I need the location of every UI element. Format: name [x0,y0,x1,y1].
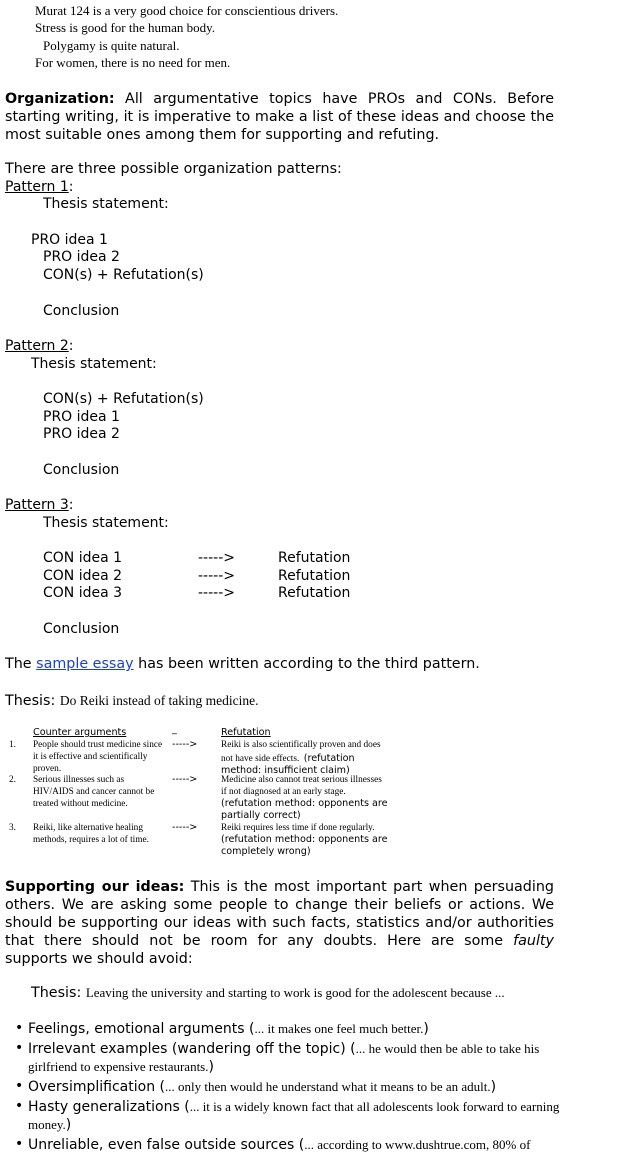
thesis2-text: Leaving the university and starting to work is good for the adolescent because ... [85,985,505,1000]
table-row-3-counter: Reiki, like alternative healing methods, requires a lot of time. [33,823,149,845]
list-item: • Irrelevant examples (wandering off the topic) (... he would then be able to take his girlfriend to expensive restaurants.) [15,1040,540,1075]
pattern3-arrow-2: -----> [198,568,235,584]
pattern2-thesis: Thesis statement: [31,356,157,372]
supporting-heading: Supporting our ideas: [5,879,185,895]
pattern3-refutation-2: Refutation [278,568,351,584]
thesis2-line [31,985,505,1001]
table-row-3-refutation: Reiki requires less time if done regularly. (refutation method: opponents are completely wrong) [221,823,388,857]
counter-arguments-header: Counter arguments [33,727,127,738]
supporting-paragraph: Supporting our ideas: This is the most important part when persuading others. We are asking some people to change their beliefs or actions. We should be supporting our ideas with such facts, statistics and/or authorities that there should not be room for any doubts. Here are some faulty supports we should avoid: [5,879,554,967]
pattern3-title: Pattern 3: [5,497,74,513]
pattern1-title: Pattern 1: [5,179,74,195]
table-row-2-arrow: -----> [172,774,198,785]
pattern2-item-2: PRO idea 1 [43,409,120,425]
pattern3-arrow-1: -----> [198,550,235,566]
pattern3-arrow-3: -----> [198,585,235,601]
table-row-1-refutation: Reiki is also scientifically proven and does not have side effects. (refutation method: insufficient claim) [221,740,381,776]
pattern3-conclusion: Conclusion [43,621,120,637]
table-row-1-num: 1. [9,740,16,750]
pattern2-conclusion: Conclusion [43,462,120,478]
list-item: • Hasty generalizations (... it is a widely known fact that all adolescents look forward to earning money.) [15,1098,560,1133]
pattern1-conclusion: Conclusion [43,303,120,319]
pattern3-refutation-3: Refutation [278,585,351,601]
intro-example-3: Polygamy is quite natural. [43,38,180,53]
list-item: • Feelings, emotional arguments (... it makes one feel much better.) [15,1020,429,1037]
intro-example-4: For women, there is no need for men. [35,55,231,70]
table-row-1-counter: People should trust medicine since it is effective and scientifically proven. [33,740,163,774]
patterns-intro: There are three possible organization patterns: [5,161,342,177]
pattern3-thesis: Thesis statement: [43,515,169,531]
pattern1-thesis: Thesis statement: [43,196,169,212]
organization-heading: Organization: [5,91,115,107]
refutation-header: Refutation [221,727,271,738]
pattern1-item-2: PRO idea 2 [43,249,120,265]
dash-header: _ [172,724,177,735]
sample-essay-line: The sample essay has been written according to the third pattern. [5,656,480,672]
intro-example-2: Stress is good for the human body. [35,20,216,35]
pattern2-title: Pattern 2: [5,338,74,354]
table-row-3-num: 3. [9,823,16,833]
table-row-2-counter: Serious illnesses such as HIV/AIDS and cancer cannot be treated without medicine. [33,775,155,809]
organization-paragraph [5,90,554,144]
organization-text: All argumentative topics have PROs and CONs. Before starting writing, it is imperative to make a list of these ideas and choose the most suitable ones among them for supporting and refuting. [5,91,555,143]
intro-example-1: Murat 124 is a very good choice for conscientious drivers. [35,3,339,18]
pattern1-item-3: CON(s) + Refutation(s) [43,267,204,283]
pattern2-item-1: CON(s) + Refutation(s) [43,391,204,407]
pattern2-item-3: PRO idea 2 [43,426,120,442]
pattern3-con-1: CON idea 1 [43,550,123,566]
pattern3-con-3: CON idea 3 [43,585,123,601]
faulty-word: faulty [513,933,554,949]
pattern3-con-2: CON idea 2 [43,568,123,584]
table-row-3-arrow: -----> [172,822,198,833]
list-item: • Oversimplification (... only then would he understand what it means to be an adult.) [15,1078,497,1095]
thesis2-label: Thesis: [31,985,86,1001]
table-row-1-arrow: -----> [172,739,198,750]
pattern1-item-1: PRO idea 1 [31,232,108,248]
sample-essay-link[interactable]: sample essay [36,656,134,672]
table-row-2-refutation: Medicine also cannot treat serious illnesses if not diagnosed at an early stage. (refutation method: opponents are partially correct) [221,775,388,821]
list-item: • Unreliable, even false outside sources (... according to www.dushtrue.com, 80% of [15,1136,531,1153]
pattern3-refutation-1: Refutation [278,550,351,566]
thesis-text: Do Reiki instead of taking medicine. [59,693,259,708]
thesis-line [5,693,259,709]
thesis-label: Thesis: [5,693,60,709]
table-row-2-num: 2. [9,775,16,785]
